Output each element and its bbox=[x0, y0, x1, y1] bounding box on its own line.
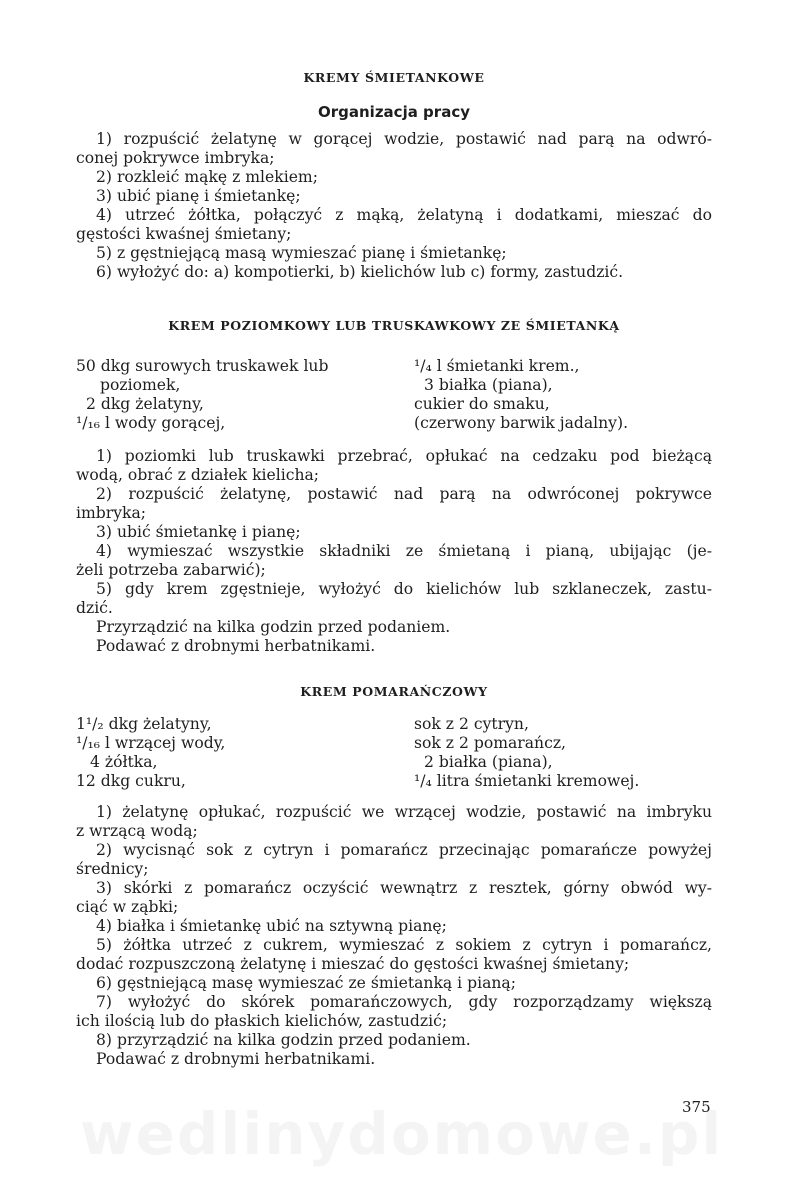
watermark bbox=[80, 1100, 720, 1168]
ingredient: sok z 2 cytryn, bbox=[414, 715, 529, 733]
section-heading: Organizacja pracy bbox=[318, 103, 470, 121]
text-line: 1) żelatynę opłukać, rozpuścić we wrzącej wodzie, postawić na imbryku bbox=[96, 803, 712, 821]
ingredient: cukier do smaku, bbox=[414, 395, 550, 413]
ingredient: poziomek, bbox=[100, 376, 181, 394]
ingredient: 3 białka (piana), bbox=[424, 376, 553, 394]
text-line: Podawać z drobnymi herbatnikami. bbox=[96, 637, 376, 655]
ingredient: ¹/₁₆ l wrzącej wody, bbox=[76, 734, 226, 752]
chapter-title: KREMY ŚMIETANKOWE bbox=[303, 70, 485, 85]
ingredient: 50 dkg surowych truskawek lub bbox=[76, 357, 329, 375]
text-line: żeli potrzeba zabarwić); bbox=[76, 561, 266, 579]
ingredient: (czerwony barwik jadalny). bbox=[414, 414, 629, 432]
text-line: z wrzącą wodą; bbox=[76, 822, 198, 840]
text-line: 4) białka i śmietankę ubić na sztywną pianę; bbox=[96, 917, 447, 935]
text-line: dodać rozpuszczoną żelatynę i mieszać do gęstości kwaśnej śmietany; bbox=[76, 955, 630, 973]
recipe-title: KREM POZIOMKOWY LUB TRUSKAWKOWY ZE ŚMIETANKĄ bbox=[168, 318, 620, 333]
text-line: średnicy; bbox=[76, 860, 149, 878]
ingredient: ¹/₁₆ l wody gorącej, bbox=[76, 414, 226, 432]
text-line: 8) przyrządzić na kilka godzin przed podaniem. bbox=[96, 1031, 471, 1049]
ingredient: 1¹/₂ dkg żelatyny, bbox=[76, 715, 212, 733]
page-number: 375 bbox=[682, 1098, 711, 1116]
ingredient: 12 dkg cukru, bbox=[76, 772, 186, 790]
text-line: wodą, obrać z działek kielicha; bbox=[76, 466, 320, 484]
text-line: 5) gdy krem zgęstnieje, wyłożyć do kielichów lub szklaneczek, zastu- bbox=[96, 580, 712, 598]
text-line: 6) gęstniejącą masę wymieszać ze śmietanką i pianą; bbox=[96, 974, 516, 992]
text-line: 5) z gęstniejącą masą wymieszać pianę i śmietankę; bbox=[96, 244, 507, 262]
text-line: 2) wycisnąć sok z cytryn i pomarańcz przecinając pomarańcze powyżej bbox=[96, 841, 712, 859]
recipe-title: KREM POMARAŃCZOWY bbox=[300, 684, 488, 699]
text-line: 4) wymieszać wszystkie składniki ze śmietaną i pianą, ubijając (je- bbox=[96, 542, 712, 560]
text-line: conej pokrywce imbryka; bbox=[76, 149, 275, 167]
ingredient: 4 żółtka, bbox=[90, 753, 158, 771]
ingredient: 2 dkg żelatyny, bbox=[86, 395, 204, 413]
text-line: 6) wyłożyć do: a) kompotierki, b) kielichów lub c) formy, zastudzić. bbox=[96, 263, 624, 281]
text-line: 3) skórki z pomarańcz oczyścić wewnątrz z resztek, górny obwód wy- bbox=[96, 879, 712, 897]
text-line: ich ilością lub do płaskich kielichów, zastudzić; bbox=[76, 1012, 448, 1030]
text-line: ciąć w ząbki; bbox=[76, 898, 179, 916]
ingredient: ¹/₄ l śmietanki krem., bbox=[414, 357, 580, 375]
text-line: dzić. bbox=[76, 599, 113, 617]
text-line: 1) rozpuścić żelatynę w gorącej wodzie, postawić nad parą na odwró- bbox=[96, 130, 712, 148]
text-line: 5) żółtka utrzeć z cukrem, wymieszać z sokiem z cytryn i pomarańcz, bbox=[96, 936, 712, 954]
text-line: 7) wyłożyć do skórek pomarańczowych, gdy rozporządzamy większą bbox=[96, 993, 712, 1011]
ingredient: sok z 2 pomarańcz, bbox=[414, 734, 567, 752]
text-line: 1) poziomki lub truskawki przebrać, opłukać na cedzaku pod bieżącą bbox=[96, 447, 712, 465]
text-line: gęstości kwaśnej śmietany; bbox=[76, 225, 292, 243]
text-line: 3) ubić śmietankę i pianę; bbox=[96, 523, 301, 541]
text-line: 2) rozkleić mąkę z mlekiem; bbox=[96, 168, 318, 186]
text-line: Przyrządzić na kilka godzin przed podaniem. bbox=[96, 618, 451, 636]
text-line: 3) ubić pianę i śmietankę; bbox=[96, 187, 301, 205]
text-line: imbryka; bbox=[76, 504, 147, 522]
text-line: 4) utrzeć żółtka, połączyć z mąką, żelatyną i dodatkami, mieszać do bbox=[96, 206, 712, 224]
text-line: Podawać z drobnymi herbatnikami. bbox=[96, 1050, 376, 1068]
text-line: 2) rozpuścić żelatynę, postawić nad parą na odwróconej pokrywce bbox=[96, 485, 712, 503]
ingredient: ¹/₄ litra śmietanki kremowej. bbox=[414, 772, 640, 790]
ingredient: 2 białka (piana), bbox=[424, 753, 553, 771]
